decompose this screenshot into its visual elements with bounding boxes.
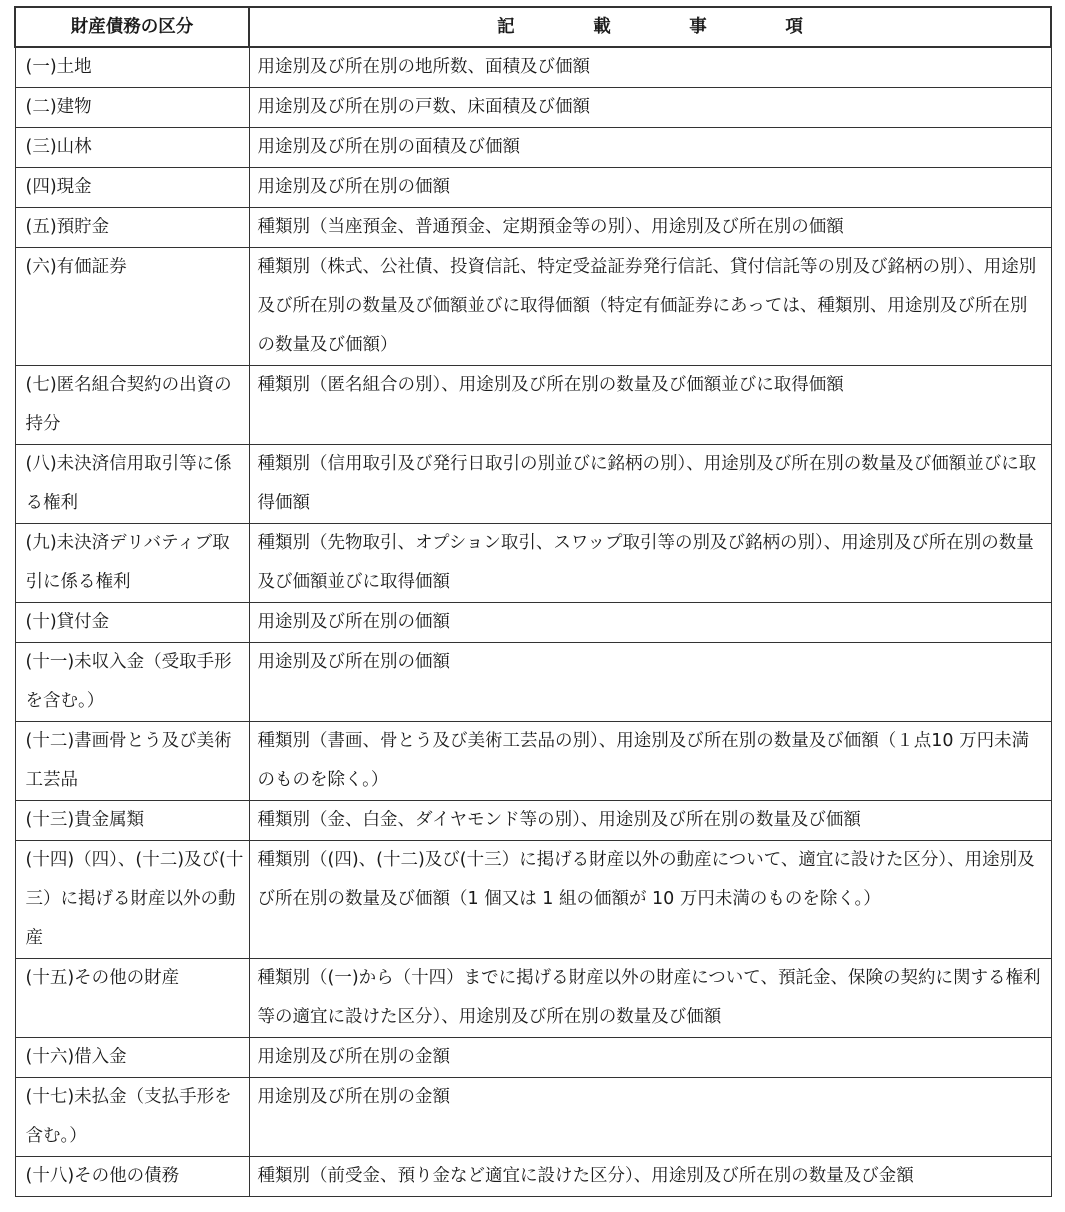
row-details: 種類別（前受金、預り金など適宜に設けた区分）、用途別及び所在別の数量及び金額	[249, 1157, 1051, 1197]
header-details-char: 事	[689, 17, 707, 37]
table-row	[15, 722, 1051, 801]
row-category: (七)匿名組合契約の出資の持分	[15, 366, 249, 445]
row-category: (二)建物	[15, 88, 249, 128]
table-row	[15, 1038, 1051, 1078]
row-details: 種類別（匿名組合の別）、用途別及び所在別の数量及び価額並びに取得価額	[249, 366, 1051, 445]
header-details	[249, 7, 1051, 47]
row-category: (十一)未収入金（受取手形を含む。）	[15, 643, 249, 722]
table-row	[15, 603, 1051, 643]
row-details: 用途別及び所在別の面積及び価額	[249, 128, 1051, 168]
row-category: (九)未決済デリバティブ取引に係る権利	[15, 524, 249, 603]
row-category: (一)土地	[15, 47, 249, 88]
row-category: (八)未決済信用取引等に係る権利	[15, 445, 249, 524]
row-details: 用途別及び所在別の地所数、面積及び価額	[249, 47, 1051, 88]
row-category: (十五)その他の財産	[15, 959, 249, 1038]
header-details-char: 記	[497, 17, 515, 37]
row-details: 種類別（先物取引、オプション取引、スワップ取引等の別及び銘柄の別）、用途別及び所在別の数量及び価額並びに取得価額	[249, 524, 1051, 603]
table-row	[15, 88, 1051, 128]
row-category: (三)山林	[15, 128, 249, 168]
table-row	[15, 1157, 1051, 1197]
table-row	[15, 168, 1051, 208]
table-row	[15, 643, 1051, 722]
row-category: (十三)貴金属類	[15, 801, 249, 841]
row-category: (五)預貯金	[15, 208, 249, 248]
header-details-char: 載	[593, 17, 611, 37]
table-row	[15, 208, 1051, 248]
table-row	[15, 366, 1051, 445]
header-details-char: 項	[785, 17, 803, 37]
table-row	[15, 524, 1051, 603]
row-details: 用途別及び所在別の金額	[249, 1038, 1051, 1078]
row-details: 用途別及び所在別の価額	[249, 168, 1051, 208]
row-category: (十)貸付金	[15, 603, 249, 643]
header-category: 財産債務の区分	[15, 7, 249, 47]
row-category: (十七)未払金（支払手形を含む。）	[15, 1078, 249, 1157]
row-category: (十四)（四）、(十二)及び(十三）に掲げる財産以外の動産	[15, 841, 249, 959]
row-details: 種類別（株式、公社債、投資信託、特定受益証券発行信託、貸付信託等の別及び銘柄の別）、用途別及び所在別の数量及び価額並びに取得価額（特定有価証券にあっては、種類別、用途別及び所在別の数量及び価額）	[249, 248, 1051, 366]
row-category: (四)現金	[15, 168, 249, 208]
table-row	[15, 1078, 1051, 1157]
asset-liability-table	[14, 6, 1052, 1197]
table-body	[15, 47, 1051, 1197]
row-category: (六)有価証券	[15, 248, 249, 366]
row-category: (十二)書画骨とう及び美術工芸品	[15, 722, 249, 801]
table-row	[15, 841, 1051, 959]
row-category: (十八)その他の債務	[15, 1157, 249, 1197]
row-details: 用途別及び所在別の金額	[249, 1078, 1051, 1157]
table-row	[15, 128, 1051, 168]
table-row	[15, 959, 1051, 1038]
row-category: (十六)借入金	[15, 1038, 249, 1078]
row-details: 用途別及び所在別の価額	[249, 643, 1051, 722]
row-details: 用途別及び所在別の戸数、床面積及び価額	[249, 88, 1051, 128]
table-header-row	[15, 7, 1051, 47]
row-details: 種類別（(一)から（十四）までに掲げる財産以外の財産について、預託金、保険の契約に関する権利等の適宜に設けた区分）、用途別及び所在別の数量及び価額	[249, 959, 1051, 1038]
table-row	[15, 445, 1051, 524]
row-details: 種類別（(四)、(十二)及び(十三）に掲げる財産以外の動産について、適宜に設けた区分）、用途別及び所在別の数量及び価額（1 個又は 1 組の価額が 10 万円未満のものを除く。）	[249, 841, 1051, 959]
row-details: 用途別及び所在別の価額	[249, 603, 1051, 643]
table-row	[15, 248, 1051, 366]
row-details: 種類別（書画、骨とう及び美術工芸品の別）、用途別及び所在別の数量及び価額（１点10 万円未満のものを除く。）	[249, 722, 1051, 801]
row-details: 種類別（当座預金、普通預金、定期預金等の別）、用途別及び所在別の価額	[249, 208, 1051, 248]
row-details: 種類別（信用取引及び発行日取引の別並びに銘柄の別）、用途別及び所在別の数量及び価額並びに取得価額	[249, 445, 1051, 524]
table-row	[15, 47, 1051, 88]
table-row	[15, 801, 1051, 841]
row-details: 種類別（金、白金、ダイヤモンド等の別）、用途別及び所在別の数量及び価額	[249, 801, 1051, 841]
document-page	[14, 6, 1050, 1197]
